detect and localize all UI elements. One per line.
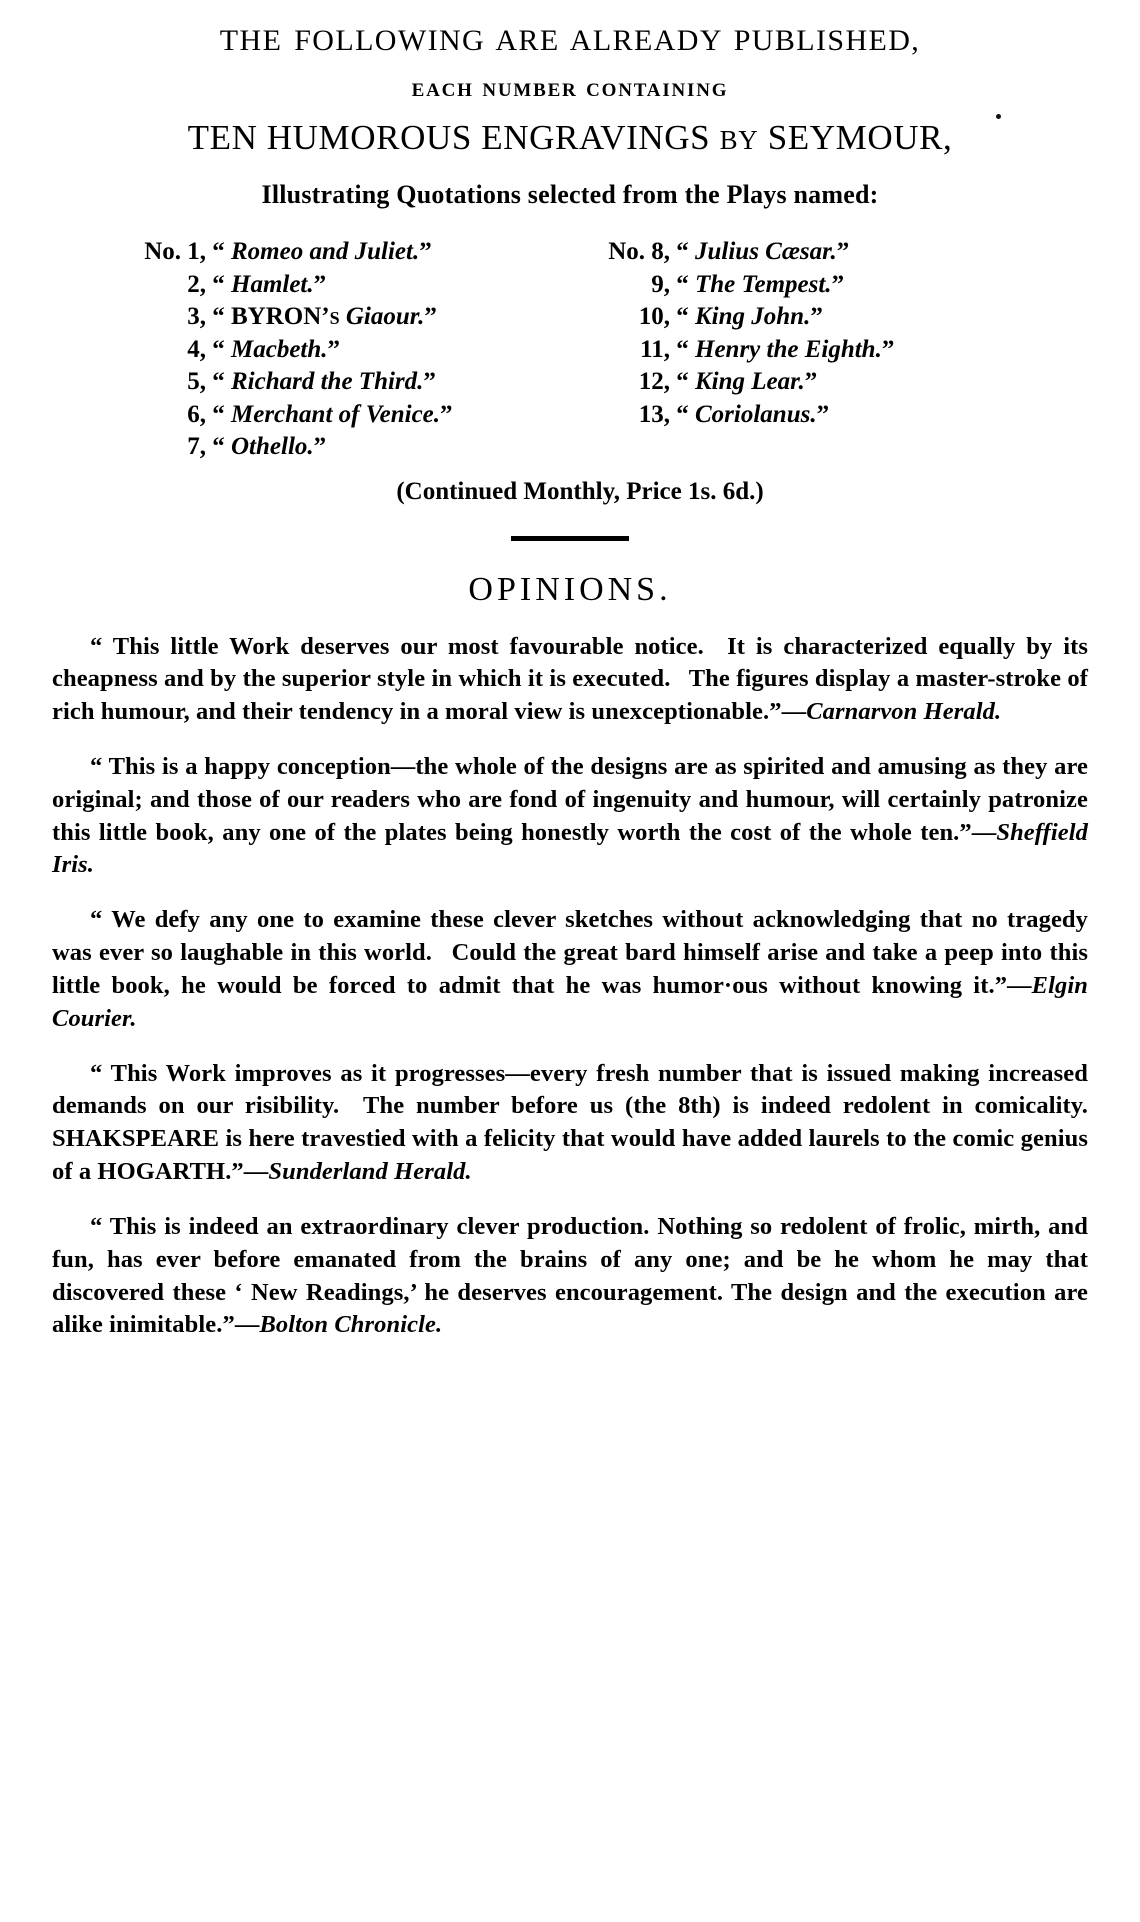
list-item-quote-close: ” [419,238,432,265]
heading-engravings-by: BY [719,125,759,155]
list-item [552,399,992,432]
list-item-quote-open: “ [212,270,231,298]
list-item-quote-close: ” [327,335,341,363]
list-item [100,334,552,367]
heading-illustrating-quotations: Illustrating Quotations selected from the Plays named: [261,180,879,209]
list-item-number: 4, [187,335,206,363]
list-item-quote-open: “ [676,238,695,265]
list-item-quote-close: ” [424,303,437,330]
list-item-quote-close: ” [313,433,327,460]
list-item [552,269,992,302]
opinion-quote-source: Sunderland Herald. [268,1158,472,1186]
opinion-quote [52,751,1088,882]
list-item-title: Coriolanus. [695,400,817,428]
list-item-quote-close: ” [423,368,436,395]
list-item [552,366,992,399]
list-item-number: 3, [187,303,206,330]
list-item-quote-close: ” [881,335,895,363]
list-item-quote-close: ” [810,303,823,330]
list-item-quote-open: “ [212,368,231,395]
list-item [100,301,552,334]
list-item-title: Julius Cæsar. [695,238,837,265]
published-numbers-list [52,236,1088,464]
list-item-quote-close: ” [831,270,845,298]
list-item-quote-open: “ [212,303,231,330]
opinions-heading: OPINIONS. [468,570,672,608]
list-item-quote-open: “ [676,303,695,330]
list-item-number: 13, [638,400,670,428]
list-item-quote-close: ” [313,270,327,298]
list-item-number: 12, [638,368,670,395]
list-item-number: 2, [187,270,206,298]
list-item-prefix: BYRON’s [231,303,346,330]
list-item-quote-open: “ [676,270,695,298]
list-item-title: Othello. [231,433,314,460]
list-item-quote-close: ” [816,400,830,428]
list-item-quote-close: ” [836,238,850,265]
list-item-quote-close: ” [804,368,818,395]
list-item [100,236,552,269]
list-item-quote-open: “ [212,335,231,363]
opinion-quote-body: “ This Work improves as it progresses—every fresh number that is issued making increased demands on our risibility. The number before us (the 8th) is indeed redolent in comicality. SHAKSPEARE is here travestied with a felicity that would have added laurels to the comic genius of a HOGARTH.”— [52,1059,1088,1186]
list-item-quote-open: “ [676,368,695,395]
list-item-title: Merchant of Venice. [231,400,441,428]
list-item-title: King John. [695,303,811,330]
opinion-quote-body: “ We defy any one to examine these clever sketches without acknowledging that no tragedy was ever so laughable in this world. Could the great bard himself arise and take a peep into this little book, he would be forced to admit that he was humor·ous without knowing it.”— [52,906,1088,999]
opinion-quote-source: Carnarvon Herald. [806,698,1002,726]
opinion-quote [52,904,1088,1035]
list-item-title: Hamlet. [231,270,314,298]
list-item-title: The Tempest. [695,270,832,298]
list-item [100,366,552,399]
opinion-quote [52,1058,1088,1189]
list-item [552,301,992,334]
list-item-quote-close: ” [440,400,453,428]
list-item [552,236,992,269]
list-item-number: No. 1, [144,238,206,265]
opinion-quote-source: Sheffield Iris. [52,818,1088,879]
list-item-title: Macbeth. [231,335,328,363]
list-item-number: No. 8, [608,238,670,265]
opinion-quote-source: Bolton Chronicle. [259,1311,443,1339]
heading-engravings-author: SEYMOUR, [767,118,953,157]
section-divider [511,536,629,541]
list-item-title: Henry the Eighth. [695,335,882,363]
heading-each-number-containing: EACH NUMBER CONTAINING [411,80,729,101]
list-item-quote-open: “ [676,335,695,363]
list-item [100,269,552,302]
opinion-quote-body: “ This little Work deserves our most favourable notice. It is characterized equally by its cheapness and by the superior style in which it is executed. The figures display a master-stroke of rich humour, and their tendency in a moral view is unexceptionable.”— [52,632,1088,726]
list-item-quote-open: “ [676,400,695,428]
opinion-quote [52,1211,1088,1342]
list-item-number: 10, [638,303,670,330]
list-item [100,431,552,464]
opinion-quote [52,631,1088,729]
list-item-number: 9, [651,270,670,298]
opinion-quote-body: “ This is a happy conception—the whole of the designs are as spirited and amusing as they are original; and those of our readers who are fond of ingenuity and humour, will certainly patronize this little book, any one of the plates being honestly worth the cost of the whole ten.”— [52,752,1088,846]
heading-ten-humorous-engravings [52,118,1088,158]
list-item-quote-open: “ [212,433,231,460]
opinion-quote-source: Elgin Courier. [52,971,1088,1032]
heading-engravings-main: TEN HUMOROUS ENGRAVINGS [187,118,711,157]
list-item-quote-open: “ [212,238,231,265]
opinion-quote-body: “ This is indeed an extraordinary clever production. Nothing so redolent of frolic, mirth, and fun, has ever before emanated from the brains of any one; and be he whom he may that discovered these ‘ New Readings,’ he deserves encouragement. The design and the execution are alike inimitable.”— [52,1212,1088,1339]
list-item [100,399,552,432]
published-numbers-column-left [100,236,552,464]
page-speck [996,114,1001,119]
list-item [552,334,992,367]
heading-already-published: THE FOLLOWING ARE ALREADY PUBLISHED, [219,24,921,57]
list-item-quote-open: “ [212,400,231,428]
list-item-number: 7, [187,433,206,460]
list-item-title: King Lear. [695,368,805,395]
list-item-number: 11, [640,335,670,363]
continued-monthly-note: (Continued Monthly, Price 1s. 6d.) [396,477,764,505]
list-item-number: 5, [187,368,206,395]
list-item-number: 6, [187,400,206,428]
list-item-title: Giaour. [345,303,425,330]
list-item-title: Romeo and Juliet. [231,238,420,265]
published-numbers-column-right [552,236,992,464]
list-item-title: Richard the Third. [231,368,424,395]
